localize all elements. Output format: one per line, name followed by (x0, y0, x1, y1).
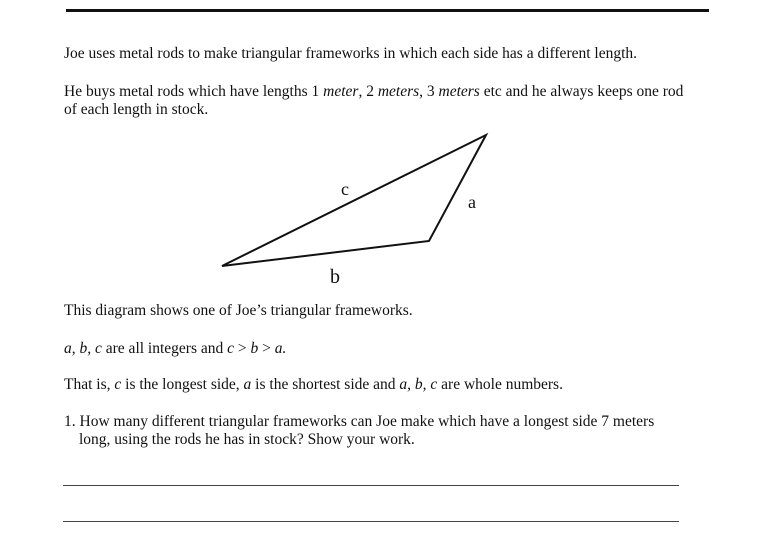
answer-line[interactable] (63, 521, 679, 522)
triangle-framework (222, 135, 486, 266)
integer-condition: a, b, c are all integers and c > b > a. (64, 340, 287, 357)
answer-line[interactable] (63, 485, 679, 486)
question-1-line1: 1. How many different triangular frameworks can Joe make which have a longest side 7 meters (64, 413, 655, 430)
rod-lengths-paragraph-line2: of each length in stock. (64, 101, 209, 118)
side-label-b: b (330, 266, 340, 288)
that-is-explanation: That is, c is the longest side, a is the shortest side and a, b, c are whole numbers. (64, 376, 563, 393)
rod-lengths-paragraph: He buys metal rods which have lengths 1 meter, 2 meters, 3 meters etc and he always keeps one rod (64, 83, 684, 100)
intro-paragraph: Joe uses metal rods to make triangular frameworks in which each side has a different length. (64, 45, 638, 62)
question-1-line2: long, using the rods he has in stock? Show your work. (79, 431, 415, 448)
side-label-c: c (341, 179, 349, 199)
diagram-caption: This diagram shows one of Joe’s triangular frameworks. (64, 302, 413, 319)
side-label-a: a (468, 192, 476, 212)
